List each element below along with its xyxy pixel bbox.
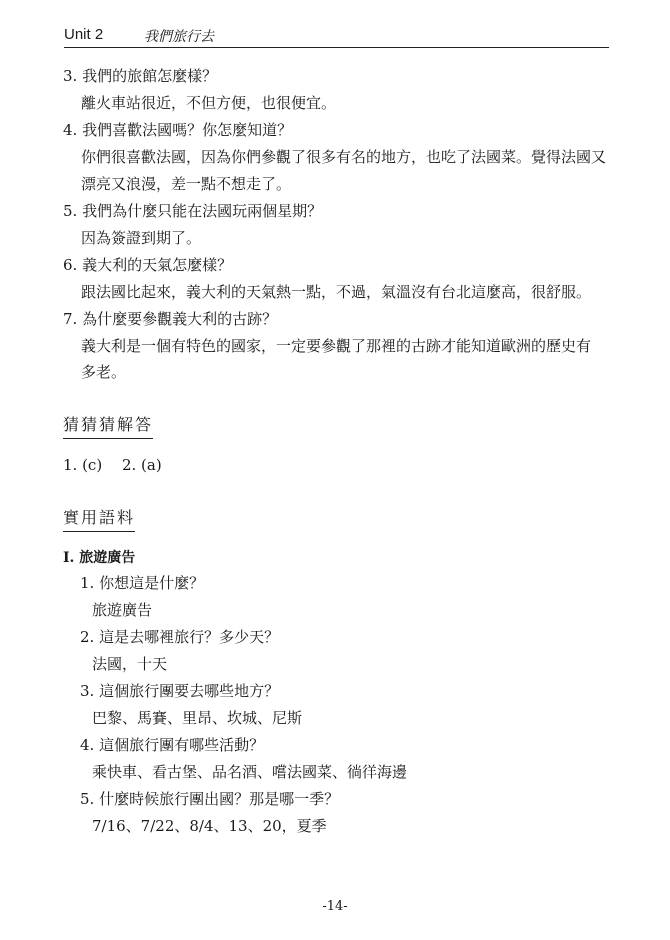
practical-question-5: 5. 什麼時候旅行團出國？那是哪一季？ <box>80 790 340 808</box>
header-rule <box>64 47 609 48</box>
practical-answer-1: 旅遊廣告 <box>92 601 153 619</box>
answer-4-line-2: 漂亮又浪漫，差一點不想走了。 <box>81 175 292 193</box>
practical-subheading: I. 旅遊廣告 <box>63 550 136 566</box>
guess-heading: 猜猜猜解答 <box>63 415 153 439</box>
guess-answers: 1. (c) 2. (a) <box>63 456 162 474</box>
question-6: 6. 義大利的天氣怎麼樣？ <box>63 256 233 274</box>
page-header <box>64 22 609 48</box>
practical-question-3: 3. 這個旅行團要去哪些地方？ <box>80 682 280 700</box>
practical-question-1: 1. 你想這是什麼？ <box>80 574 205 592</box>
answer-7-line-1: 義大利是一個有特色的國家，一定要參觀了那裡的古跡才能知道歐洲的歷史有 <box>81 337 592 355</box>
question-5: 5. 我們為什麼只能在法國玩兩個星期？ <box>63 202 323 220</box>
unit-title: 我們旅行去 <box>144 29 214 45</box>
answer-5-line-1: 因為簽證到期了。 <box>81 229 202 247</box>
practical-answer-4: 乘快車、看古堡、品名酒、嚐法國菜、徜徉海邊 <box>92 763 408 781</box>
answer-7-line-2: 多老。 <box>81 363 127 381</box>
practical-question-4: 4. 這個旅行團有哪些活動？ <box>80 736 265 754</box>
question-3: 3. 我們的旅館怎麼樣？ <box>63 67 218 85</box>
practical-question-2: 2. 這是去哪裡旅行？多少天？ <box>80 628 280 646</box>
practical-answer-2: 法國，十天 <box>92 655 168 673</box>
practical-heading: 實用語料 <box>63 508 135 532</box>
answer-4-line-1: 你們很喜歡法國，因為你們參觀了很多有名的地方，也吃了法國菜。覺得法國又 <box>81 148 607 166</box>
question-7: 7. 為什麼要參觀義大利的古跡？ <box>63 310 278 328</box>
practical-answer-5: 7/16、7/22、8/4、13、20，夏季 <box>92 817 327 835</box>
answer-3-line-1: 離火車站很近，不但方便，也很便宜。 <box>81 94 337 112</box>
unit-label: Unit 2 <box>64 26 104 43</box>
answer-6-line-1: 跟法國比起來，義大利的天氣熱一點，不過，氣溫沒有台北這麼高，很舒服。 <box>81 283 592 301</box>
question-4: 4. 我們喜歡法國嗎？你怎麼知道？ <box>63 121 293 139</box>
practical-answer-3: 巴黎、馬賽、里昂、坎城、尼斯 <box>92 709 303 727</box>
page-number: -14- <box>322 899 348 914</box>
